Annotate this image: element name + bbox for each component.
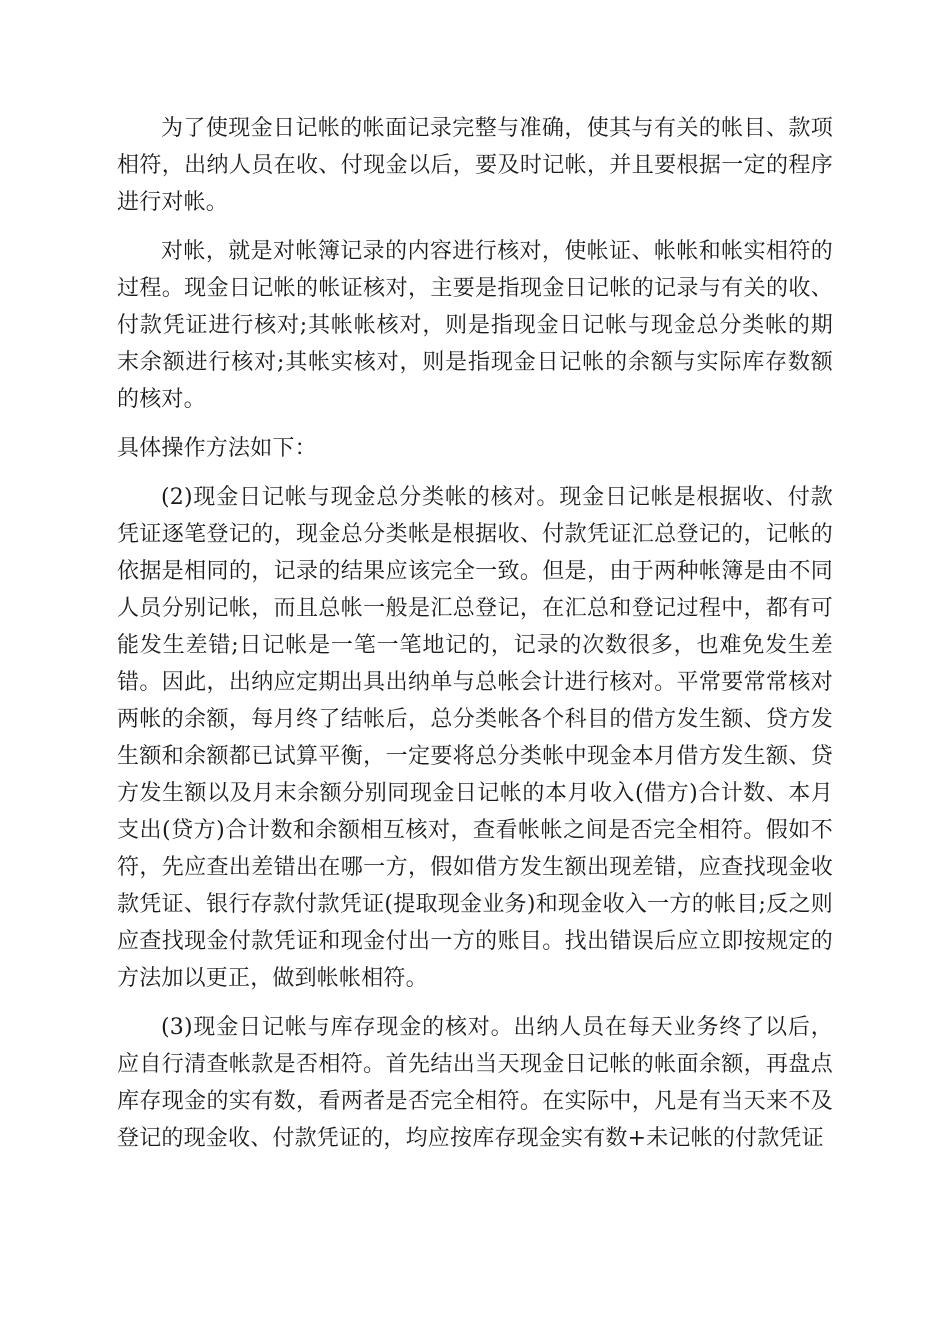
paragraph-intro: 为了使现金日记帐的帐面记录完整与准确，使其与有关的帐目、款项相符，出纳人员在收、付现金以后，要及时记帐，并且要根据一定的程序进行对帐。 (117, 116, 833, 215)
paragraph-definition: 对帐，就是对帐簿记录的内容进行核对，使帐证、帐帐和帐实相符的过程。现金日记帐的帐证核对，主要是指现金日记帐的记录与有关的收、付款凭证进行核对;其帐帐核对，则是指现金日记帐与现金总分类帐的期末余额进行核对;其帐实核对，则是指现金日记帐的余额与实际库存数额的核对。 (117, 239, 833, 412)
paragraph-item-2: (2)现金日记帐与现金总分类帐的核对。现金日记帐是根据收、付款凭证逐笔登记的，现金总分类帐是根据收、付款凭证汇总登记的，记帐的依据是相同的，记录的结果应该完全一致。但是，由于两种帐簿是由不同人员分别记帐，而且总帐一般是汇总登记，在汇总和登记过程中，都有可能发生差错;日记帐是一笔一笔地记的，记录的次数很多，也难免发生差错。因此，出纳应定期出具出纳单与总帐会计进行核对。平常要常常核对两帐的余额，每月终了结帐后，总分类帐各个科目的借方发生额、贷方发生额和余额都已试算平衡，一定要将总分类帐中现金本月借方发生额、贷方发生额以及月末余额分别同现金日记帐的本月收入(借方)合计数、本月支出(贷方)合计数和余额相互核对，查看帐帐之间是否完全相符。假如不符，先应查出差错出在哪一方，假如借方发生额出现差错，应查找现金收款凭证、银行存款付款凭证(提取现金业务)和现金收入一方的帐目;反之则应查找现金付款凭证和现金付出一方的账目。找出错误后应立即按规定的方法加以更正，做到帐帐相符。 (117, 485, 833, 991)
paragraph-item-3: (3)现金日记帐与库存现金的核对。出纳人员在每天业务终了以后，应自行清查帐款是否相符。首先结出当天现金日记帐的帐面余额，再盘点库存现金的实有数，看两者是否完全相符。在实际中，凡是有当天来不及登记的现金收、付款凭证的，均应按库存现金实有数+未记帐的付款凭证 (117, 1015, 833, 1151)
paragraph-method-heading: 具体操作方法如下： (117, 436, 317, 461)
document-body (117, 110, 833, 1169)
